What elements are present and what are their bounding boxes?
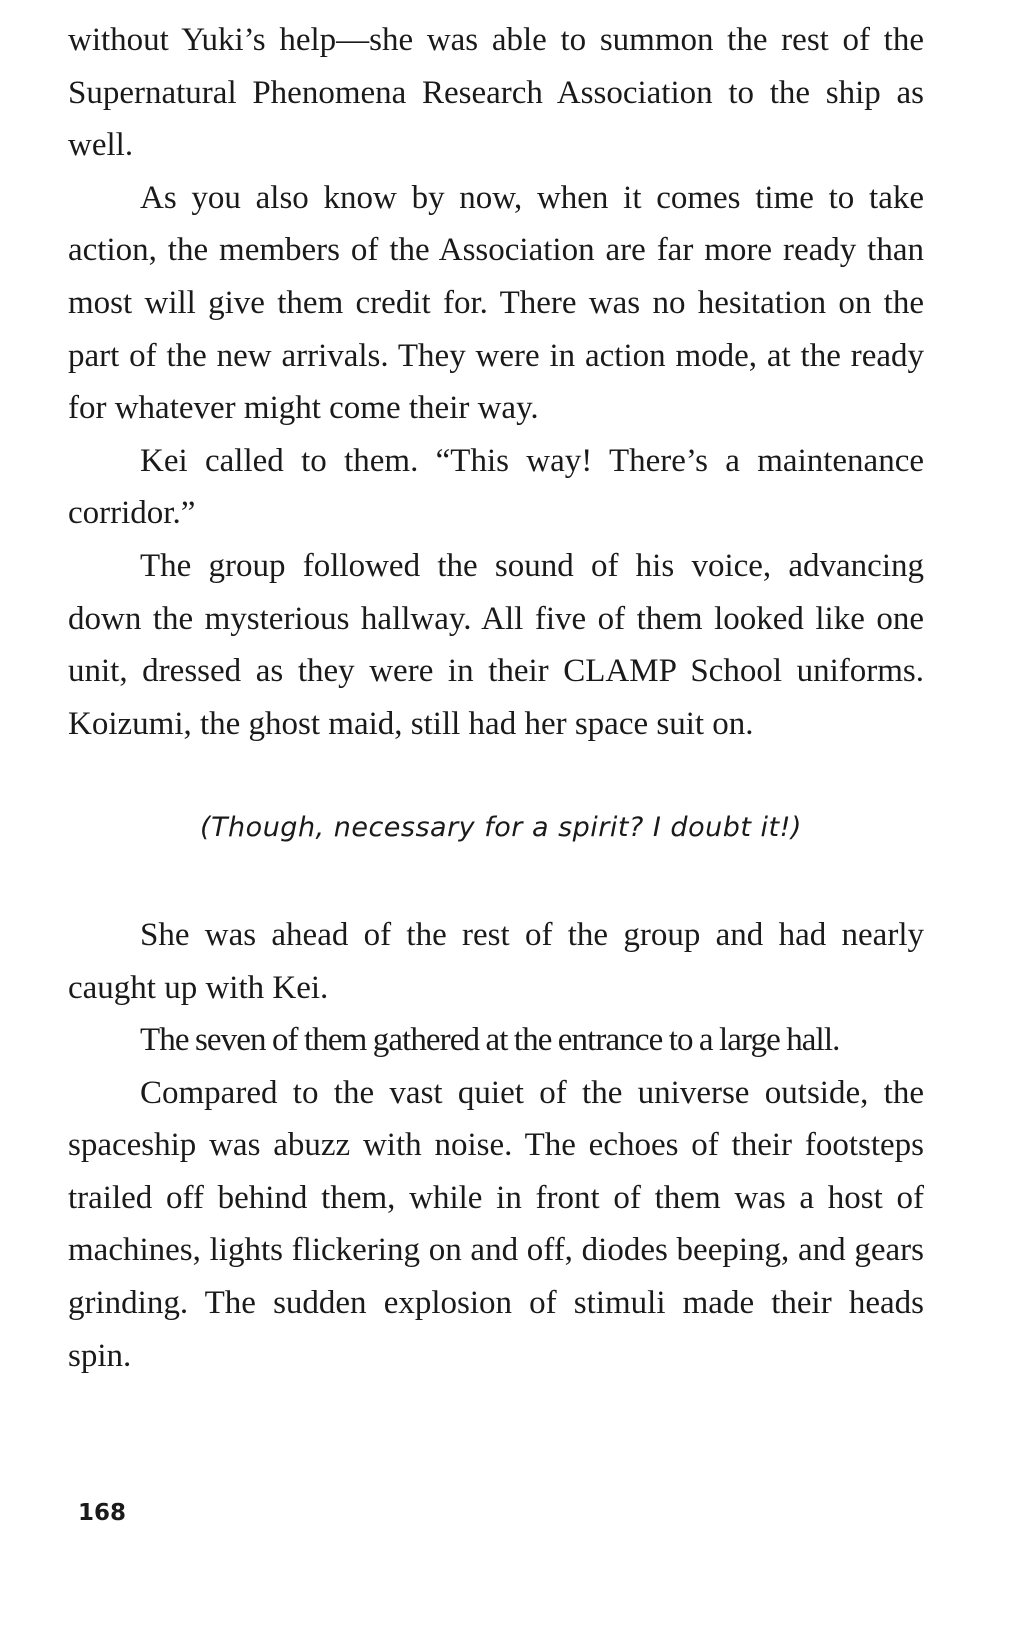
paragraph: She was ahead of the rest of the group and had nearly caught up with Kei. [68, 916, 924, 1006]
handwritten-aside: (Though, necessary for a spirit? I doubt it!) [200, 812, 802, 844]
book-page-body [68, 14, 924, 1382]
paragraph: As you also know by now, when it comes time to take action, the members of the Association are far more ready than most will give them credit for. There was no hesitation on the part of the new arrivals. They were in action mode, at the ready for whatever might come their way. [68, 179, 924, 427]
page-number: 168 [78, 1500, 127, 1526]
paragraph: The seven of them gathered at the entrance to a large hall. [140, 1022, 840, 1059]
paragraph-continued: without Yuki’s help—she was able to summon the rest of the Supernatural Phenomena Research Association to the ship as well. [68, 22, 924, 164]
paragraph: Kei called to them. “This way! There’s a maintenance corridor.” [68, 442, 924, 532]
paragraph: The group followed the sound of his voice, advancing down the mysterious hallway. All five of them looked like one unit, dressed as they were in their CLAMP School uniforms. Koizumi, the ghost maid, still had her space suit on. [68, 547, 924, 742]
paragraph: Compared to the vast quiet of the universe outside, the spaceship was abuzz with noise. The echoes of their footsteps trailed off behind them, while in front of them was a host of machines, lights flickering on and off, diodes beeping, and gears grinding. The sudden explosion of stimuli made their heads spin. [68, 1074, 924, 1374]
